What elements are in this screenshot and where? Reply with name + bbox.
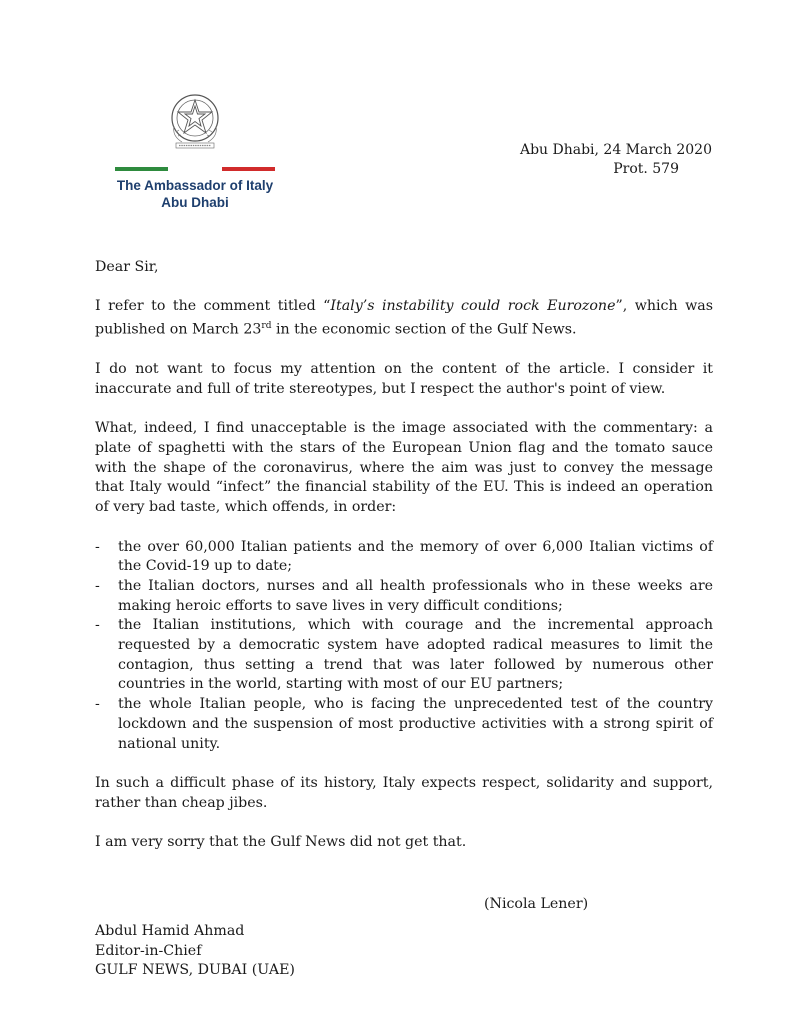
- protocol-number: Prot. 579: [613, 161, 679, 177]
- letter-body: [95, 258, 713, 853]
- list-item: - the Italian doctors, nurses and all health professionals who in these weeks are making heroic efforts to save lives in very difficult conditions;: [95, 577, 713, 616]
- recipient-block: [95, 922, 295, 981]
- list-item: - the over 60,000 Italian patients and the memory of over 6,000 Italian victims of the Covid-19 up to date;: [95, 538, 713, 577]
- ambassador-city: Abu Dhabi: [161, 195, 229, 210]
- list-item: - the whole Italian people, who is facing the unprecedented test of the country lockdown and the suspension of most productive activities with a strong spirit of national unity.: [95, 695, 713, 754]
- paragraph-1: [95, 297, 713, 340]
- italian-flag-stripe: [115, 167, 275, 171]
- salutation: Dear Sir,: [95, 259, 159, 275]
- date-line: Abu Dhabi, 24 March 2020: [519, 142, 712, 158]
- list-item: - the Italian institutions, which with courage and the incremental approach requested by a democratic system have adopted radical measures to limit the contagion, thus setting a trend that was later followed by numerous other countries in the world, starting with most of our EU partners;: [95, 616, 713, 695]
- offense-list: [95, 538, 713, 755]
- paragraph-4: In such a difficult phase of its history, Italy expects respect, solidarity and support, rather than cheap jibes.: [95, 774, 713, 811]
- ambassador-title: The Ambassador of Italy: [116, 178, 274, 193]
- recipient-role: Editor-in-Chief: [95, 942, 202, 959]
- p1-text-a: I refer to the comment titled “: [95, 298, 331, 315]
- paragraph-5: I am very sorry that the Gulf News did not get that.: [95, 834, 467, 851]
- flag-white-band: [168, 167, 221, 171]
- paragraph-3: What, indeed, I find unacceptable is the image associated with the commentary: a plate of spaghetti with the stars of the European Union flag and the tomato sauce with the shape of the coronavirus, where the aim was just to convey the message that Italy would “infect” the financial stability of the EU. This is indeed an operation of very bad taste, which offends, in order:: [95, 420, 713, 516]
- recipient-org: GULF NEWS, DUBAI (UAE): [95, 962, 295, 979]
- flag-red-band: [222, 167, 275, 171]
- italian-emblem-icon: [164, 88, 226, 158]
- recipient-name: Abdul Hamid Ahmad: [95, 923, 245, 939]
- paragraph-2: I do not want to focus my attention on the content of the article. I consider it inaccurate and full of trite stereotypes, but I respect the author's point of view.: [95, 361, 713, 397]
- signature: (Nicola Lener): [484, 896, 589, 912]
- p1-text-b: ”, which was published on March 23: [95, 298, 713, 338]
- flag-green-band: [115, 167, 168, 171]
- article-title: Italy’s instability could rock Eurozone: [330, 298, 616, 315]
- ordinal-suffix: rd: [261, 321, 272, 332]
- p1-text-c: in the economic section of the Gulf News.: [271, 321, 577, 338]
